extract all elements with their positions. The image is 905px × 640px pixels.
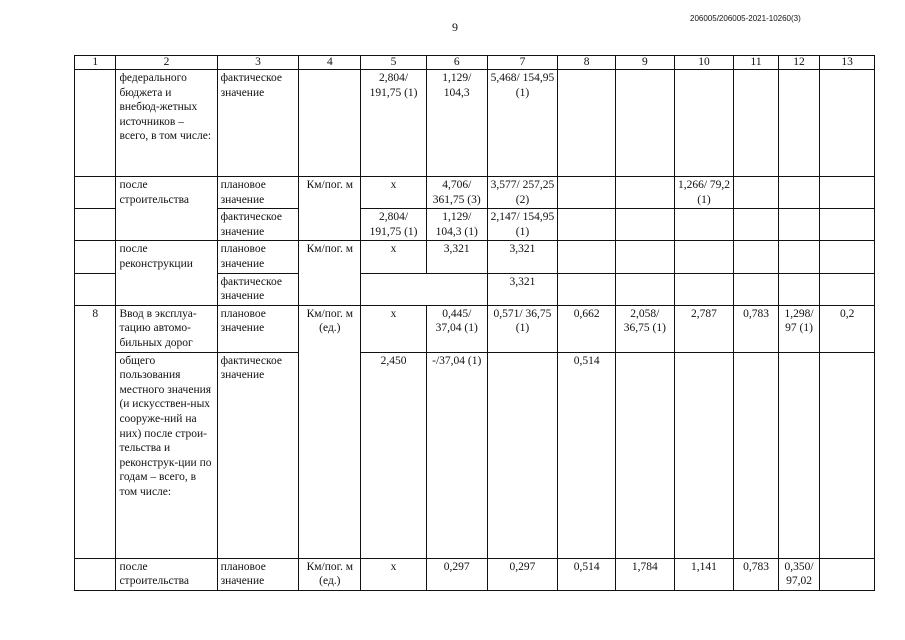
table-cell: 1,298/ 97 (1)	[778, 305, 819, 352]
table-cell	[674, 352, 734, 558]
table-cell	[734, 209, 779, 241]
table-cell: 1,129/ 104,3 (1)	[426, 209, 487, 241]
table-cell	[75, 209, 116, 241]
table-row	[75, 177, 875, 209]
table-cell	[75, 273, 116, 305]
table-cell	[778, 352, 819, 558]
table-cell	[75, 177, 116, 209]
table-cell	[820, 177, 875, 209]
table-cell: общего пользования местного значения (и искусствен-ных сооруже-ний на них) после строи-тельства и реконструк-ции по годам – всего, в том числе:	[116, 352, 217, 558]
table-cell: 0,297	[487, 558, 558, 590]
table-cell: плановое значение	[217, 177, 299, 209]
table-cell: после строительства	[116, 558, 217, 590]
col-header-10: 10	[674, 56, 734, 70]
table-cell	[616, 352, 675, 558]
table-cell	[558, 177, 616, 209]
table-row	[75, 352, 875, 558]
col-header-1: 1	[75, 56, 116, 70]
table-cell	[361, 273, 487, 305]
table-cell	[616, 177, 675, 209]
table-cell: фактическое значение	[217, 209, 299, 241]
table-cell: Ввод в эксплуа-тацию автомо-бильных дорог	[116, 305, 217, 352]
table-cell: 0,783	[734, 558, 779, 590]
table-cell: 2,804/ 191,75 (1)	[361, 209, 427, 241]
table-cell	[734, 241, 779, 273]
table-cell: х	[361, 241, 427, 273]
table-cell: фактическое значение	[217, 352, 299, 558]
table-cell: фактическое значение	[217, 273, 299, 305]
table-cell	[820, 558, 875, 590]
table-cell	[558, 209, 616, 241]
table-cell	[820, 241, 875, 273]
table-cell: 4,706/ 361,75 (3)	[426, 177, 487, 209]
table-cell: 0,297	[426, 558, 487, 590]
table-cell: х	[361, 305, 427, 352]
table-cell	[616, 209, 675, 241]
table-cell	[75, 558, 116, 590]
col-header-12: 12	[778, 56, 819, 70]
table-cell	[558, 273, 616, 305]
table-cell: Км/пог. м	[299, 241, 361, 305]
table-cell	[616, 241, 675, 273]
table-cell	[820, 273, 875, 305]
table-cell: 0,445/ 37,04 (1)	[426, 305, 487, 352]
table-row	[75, 558, 875, 590]
table-cell: фактическое значение	[217, 70, 299, 177]
table-cell: Км/пог. м	[299, 177, 361, 241]
col-header-9: 9	[616, 56, 675, 70]
page-number: 9	[452, 20, 458, 34]
table-cell: Км/пог. м (ед.)	[299, 558, 361, 590]
table-cell	[674, 273, 734, 305]
table-cell	[778, 177, 819, 209]
table-cell: плановое значение	[217, 305, 299, 352]
header-row	[75, 56, 875, 70]
table-row	[75, 305, 875, 352]
table-cell	[674, 241, 734, 273]
table-cell	[75, 70, 116, 177]
table-cell: 2,450	[361, 352, 427, 558]
table-cell: 2,058/ 36,75 (1)	[616, 305, 675, 352]
col-header-6: 6	[426, 56, 487, 70]
col-header-11: 11	[734, 56, 779, 70]
table-cell: 2,787	[674, 305, 734, 352]
table-cell	[820, 70, 875, 177]
table-cell: федерального бюджета и внебюд-жетных источников – всего, в том числе:	[116, 70, 217, 177]
table-cell: 1,129/ 104,3	[426, 70, 487, 177]
table-cell	[820, 352, 875, 558]
table-cell: 0,2	[820, 305, 875, 352]
table-cell: х	[361, 177, 427, 209]
table-cell: 0,571/ 36,75 (1)	[487, 305, 558, 352]
table-cell: 0,514	[558, 352, 616, 558]
table-cell	[778, 70, 819, 177]
table-cell	[616, 70, 675, 177]
table-cell: 0,350/ 97,02	[778, 558, 819, 590]
table-cell	[674, 209, 734, 241]
table-row	[75, 241, 875, 273]
table-cell: 0,662	[558, 305, 616, 352]
col-header-7: 7	[487, 56, 558, 70]
table-cell: 2,147/ 154,95 (1)	[487, 209, 558, 241]
table-cell: 3,321	[426, 241, 487, 273]
table-cell	[75, 241, 116, 273]
col-header-13: 13	[820, 56, 875, 70]
table-cell	[778, 273, 819, 305]
table-cell: 1,266/ 79,2 (1)	[674, 177, 734, 209]
table-cell: -/37,04 (1)	[426, 352, 487, 558]
col-header-4: 4	[299, 56, 361, 70]
table-cell: 1,141	[674, 558, 734, 590]
table-cell: плановое значение	[217, 241, 299, 273]
table-cell: 2,804/ 191,75 (1)	[361, 70, 427, 177]
table-cell	[487, 352, 558, 558]
col-header-8: 8	[558, 56, 616, 70]
table-cell	[734, 273, 779, 305]
col-header-2: 2	[116, 56, 217, 70]
table-cell: 3,321	[487, 241, 558, 273]
table-cell: 8	[75, 305, 116, 558]
table-cell	[558, 241, 616, 273]
table-cell	[674, 70, 734, 177]
table-cell: х	[361, 558, 427, 590]
table-cell	[616, 273, 675, 305]
table-cell	[734, 70, 779, 177]
table-cell	[558, 70, 616, 177]
col-header-5: 5	[361, 56, 427, 70]
table-cell	[820, 209, 875, 241]
table-cell	[778, 209, 819, 241]
table-cell	[778, 241, 819, 273]
table-cell: 1,784	[616, 558, 675, 590]
table-cell: 0,514	[558, 558, 616, 590]
indicator-table	[74, 55, 875, 591]
table-cell	[734, 352, 779, 558]
document-id: 206005/206005-2021-10260(3)	[690, 14, 801, 23]
table-cell: плановое значение	[217, 558, 299, 590]
table-row	[75, 70, 875, 177]
table-cell: 0,783	[734, 305, 779, 352]
table-cell: после реконструкции	[116, 241, 217, 305]
table-cell	[734, 177, 779, 209]
table-cell: 3,577/ 257,25 (2)	[487, 177, 558, 209]
table-cell: после строительства	[116, 177, 217, 241]
table-cell: 3,321	[487, 273, 558, 305]
table-cell: Км/пог. м (ед.)	[299, 305, 361, 558]
table-cell: 5,468/ 154,95 (1)	[487, 70, 558, 177]
table-cell	[299, 70, 361, 177]
col-header-3: 3	[217, 56, 299, 70]
